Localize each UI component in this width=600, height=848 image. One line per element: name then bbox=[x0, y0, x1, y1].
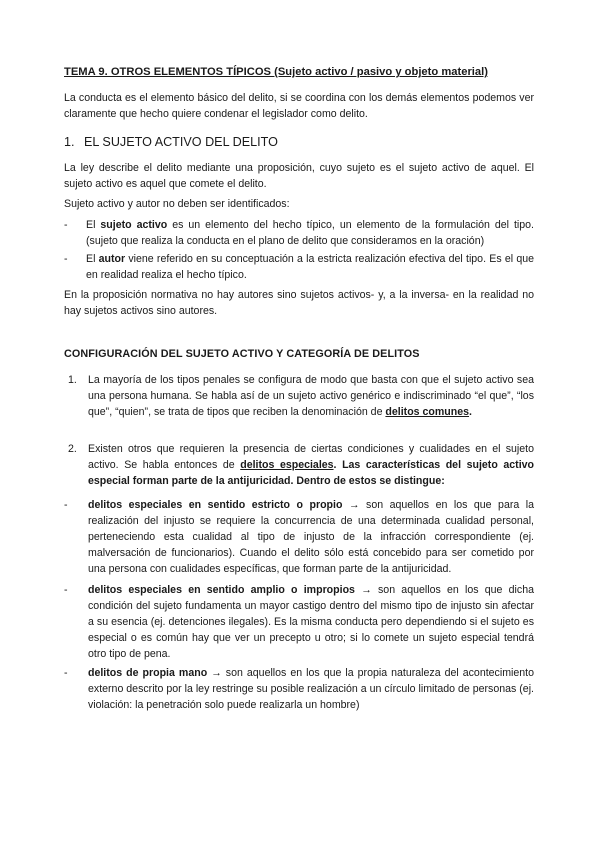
bullet-text: es un elemento del hecho típico, un elemento de la formulación del tipo. (sujeto que realiza la conducta en el plano de delito que consideramos en la oración) bbox=[86, 219, 534, 247]
bullet-bold-term: sujeto activo bbox=[100, 219, 168, 231]
type-text: son aquellos en los que la propia naturaleza del acontecimiento externo descrito por la ley restringe su posible realización a un círculo limitado de personas (ej. violación: la penetración solo puede realizarla un hombre) bbox=[88, 667, 535, 711]
list-item-text: . bbox=[469, 406, 472, 418]
section-2-heading: CONFIGURACIÓN DEL SUJETO ACTIVO Y CATEGORÍA DE DELITOS bbox=[64, 348, 420, 360]
bullet-sujeto-activo bbox=[86, 217, 534, 249]
list-item-delitos-especiales bbox=[88, 441, 534, 489]
bullet-autor bbox=[86, 251, 534, 283]
type-bold-term: delitos de propia mano → bbox=[88, 667, 222, 679]
section-1-paragraph-2: Sujeto activo y autor no deben ser identificados: bbox=[64, 198, 290, 210]
bullet-text: El bbox=[86, 219, 96, 231]
section-1-number: 1. bbox=[64, 135, 75, 149]
document-title: TEMA 9. OTROS ELEMENTOS TÍPICOS (Sujeto activo / pasivo y objeto material) bbox=[64, 66, 488, 78]
list-item-bold-term: delitos especiales bbox=[240, 459, 334, 471]
type-delitos-especiales-impropios bbox=[88, 582, 534, 662]
section-1-paragraph-1: La ley describe el delito mediante una proposición, cuyo sujeto es el sujeto activo de aquel. El sujeto activo es aquel que comete el delito. bbox=[64, 162, 534, 190]
list-item-delitos-comunes bbox=[88, 372, 534, 420]
type-delitos-especiales-propios bbox=[88, 497, 534, 577]
section-1-heading bbox=[64, 134, 534, 150]
type-text: son aquellos en los que para la realización del injusto se requiere la concurrencia de una determinada cualidad personal, perteneciendo esta cualidad al tipo de injusto de la infracción correspondiente (ej. malversación de funcionarios). Cuando el delito sólo está concebido para ser cometido por una persona con cualidades específicas, que forman parte de la antijuricidad. bbox=[88, 499, 534, 575]
list-number: 2. bbox=[68, 443, 77, 455]
bullet-text: El bbox=[86, 253, 96, 265]
bullet-marker: - bbox=[64, 253, 68, 265]
bullet-text: viene referido en su conceptuación a la estricta realización efectiva del tipo. Es el que en realidad realiza el hecho típico. bbox=[86, 253, 534, 281]
list-item-text: Existen otros que requieren la presencia de ciertas condiciones y cualidades en el sujeto activo. Se habla entonces de bbox=[88, 443, 534, 471]
type-marker: - bbox=[64, 584, 68, 596]
type-delitos-propia-mano bbox=[88, 665, 534, 713]
list-item-text: . Las características del sujeto activo especial forman parte de la antijuricidad. Dentro de estos se distingue: bbox=[88, 459, 534, 487]
list-number: 1. bbox=[68, 374, 77, 386]
type-marker: - bbox=[64, 667, 68, 679]
type-marker: - bbox=[64, 499, 68, 511]
section-1-title: EL SUJETO ACTIVO DEL DELITO bbox=[84, 135, 278, 149]
section-1-paragraph-3: En la proposición normativa no hay autores sino sujetos activos- y, a la inversa- en la realidad no hay sujetos activos sino autores. bbox=[64, 289, 534, 317]
intro-paragraph: La conducta es el elemento básico del delito, si se coordina con los demás elementos podemos ver claramente que hecho quiere condenar el legislador como delito. bbox=[64, 92, 534, 120]
list-item-bold-term: delitos comunes bbox=[385, 406, 470, 418]
list-item-text: La mayoría de los tipos penales se configura de modo que basta con que el sujeto activo sea una persona humana. Se habla así de un sujeto activo genérico e indiscriminado “el que”, “los que”, “quien”, se trata de tipos que reciben la denominación de bbox=[88, 374, 534, 418]
bullet-marker: - bbox=[64, 219, 68, 231]
type-text: son aquellos en los que dicha condición del sujeto fundamenta un mayor castigo dentro del mismo tipo de injusto sin afectar a su esencia (ej. detenciones ilegales). Es la misma conducta pero dependiendo si el sujeto es especial o es común hay que ver un precepto u otro; si lo comete un sujeto especial tendrá otro tipo de pena. bbox=[88, 584, 534, 660]
type-bold-term: delitos especiales en sentido amplio o impropios → bbox=[88, 584, 372, 596]
type-bold-term: delitos especiales en sentido estricto o propio → bbox=[88, 499, 360, 511]
bullet-bold-term: autor bbox=[98, 253, 126, 265]
